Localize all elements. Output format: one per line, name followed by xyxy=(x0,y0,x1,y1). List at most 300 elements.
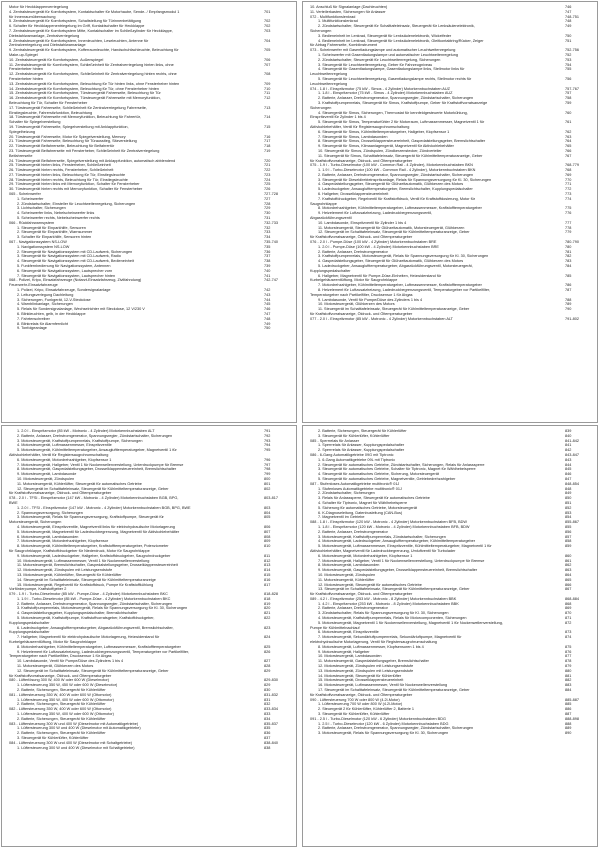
toc-entry-title: Leuchtweitenregelung xyxy=(310,81,348,86)
toc-entry-page-number: 836 xyxy=(264,731,271,736)
toc-entry-title: 2. Batterie, Sicherungen, Steuergerät für Kühlerlüfter xyxy=(17,716,106,721)
toc-entry-title: 12. Zentralsteuergerät für Komfortsystem, Schließeinheit für Zentralverriegelung hinten rechts, ohne xyxy=(9,72,177,77)
toc-entry-page-number: 826 xyxy=(264,649,271,654)
toc-entry-title: 7. Steuergerät für Navigationssystem, Lautsprecher hinten xyxy=(17,273,116,278)
toc-entry-title: 1. 1.8 l - Einspritzmotor (120 kW - Motronic - 4 Zylinder) Motorkennbuchstaben BFB, BDW xyxy=(318,524,470,529)
toc-entry-page-number: 782 xyxy=(565,254,572,259)
toc-entry-title: Feuerwehr-Einsatzfahrzeuge xyxy=(9,283,58,288)
toc-entry-title: 087 - Stufenloses Automatikgetriebe multitronic® 01J xyxy=(310,481,400,486)
toc-entry-page-number: 868-884 xyxy=(565,596,579,601)
toc-entry-title: 1. Multifunktionslenkrad xyxy=(318,19,358,24)
toc-entry-page-number: 770 xyxy=(565,177,572,182)
toc-entry-page-number: 742-747 xyxy=(264,278,278,283)
toc-entry-page-number: 756 xyxy=(565,76,572,81)
toc-entry-title: 14. Steuergerät im Schalttafeleinsatz, Steuergerät für Kühlmitteltemperaturanzeige xyxy=(17,577,156,582)
toc-entry-title: 4. Schalter für Tiptronic, Magnet für Wählhebelsperre xyxy=(318,500,408,505)
toc-entry-title: 065 - Scheinwerfer xyxy=(9,192,41,197)
toc-entry-title: für Kraftstoffvorratsanzeige, Öldruck- und Öltemperaturgeber xyxy=(9,673,112,678)
toc-entry-title: 8. Motorsteuergerät, Kühlmitteltemperaturgeber, Kraftstofftemperaturgeber, Potenziometer xyxy=(17,544,169,549)
toc-entry-title: 10. Motorsteuergerät, Zündspulen xyxy=(318,572,376,577)
toc-entry-page-number: 843 xyxy=(565,457,572,462)
toc-entry-page-number: 854 xyxy=(565,515,572,520)
toc-entry-title: 7. Motorsteuergerät, Hallgeber, Ventil 1 für Nockenwellenverstellung, Unterdruckpumpe für Bremse xyxy=(17,462,184,467)
toc-entry-page-number: 802 xyxy=(264,486,271,491)
toc-entry-page-number: 874 xyxy=(565,635,572,640)
toc-entry-page-number: 747 xyxy=(565,9,572,14)
toc-entry-title: Leuchtweitenregelung xyxy=(310,72,348,77)
toc-entry-title: 082 - Lüftersteuerung 350 W, 400 W oder 600 W (Ottomotor) xyxy=(9,707,112,712)
toc-entry-page-number: 702 xyxy=(264,24,271,29)
toc-entry-title: elektrohydraulische Motorlagerung, Ventil für Registersaugrohrumschaltung xyxy=(310,640,437,645)
toc-entry-page-number: 820 xyxy=(264,606,271,611)
toc-entry-page-number: 752 xyxy=(565,52,572,57)
toc-entry-page-number: 771 xyxy=(565,182,572,187)
toc-entry-page-number: 744 xyxy=(264,297,271,302)
toc-entry-page-number: 816 xyxy=(264,577,271,582)
toc-entry-title: Spiegelheizung xyxy=(9,129,35,134)
toc-entry-page-number: 714 xyxy=(264,115,271,120)
toc-entry-title: 074 - 1.8 l - Einspritzmotor (75 kW - Simos - 4 Zylinder) Motorkennbuchstaben AUZ xyxy=(310,86,450,91)
toc-entry-title: 1. 1.9 l - Turbo-Dieselmotor (85 kW - Pumpe-Düse - 4 Zylinder) Motorkennbuchstaben BKC xyxy=(17,596,171,601)
toc-entry-title: 2. Steuergerät 2 für Kühlerlüfter, Kühlerlüfter 2, Batterie 1 xyxy=(318,707,415,712)
toc-entry-title: 12. Motorsteuergerät, Zündspulen mit Leistungsendstufe xyxy=(17,568,113,573)
toc-entry-page-number: 781 xyxy=(565,249,572,254)
toc-entry-title: 2. Batterie, Anlasser, Drehstromgenerator, Spannungsregler, Zündstartschalter, Sicherungen xyxy=(318,172,474,177)
toc-entry-page-number: 862 xyxy=(565,563,572,568)
toc-entry-title: 19. Türsteuergerät Fahrerseite, Spiegelverstellung mit Anklappfunktion, xyxy=(9,124,129,129)
toc-entry-title: 10. Motorsteuergerät, Lambdasonden xyxy=(318,654,382,659)
toc-entry-page-number: 777 xyxy=(565,220,572,225)
toc-entry-page-number: 883 xyxy=(565,683,572,688)
toc-entry-title: 27. Türsteuergerät hinten links, Beleuchtung für Tür, Einstiegsleuchte xyxy=(9,172,126,177)
toc-entry-page-number: 867 xyxy=(565,587,572,592)
toc-entry-title: 2. Steuergerät für Einparkhilfe, Warnsummer xyxy=(17,230,93,235)
toc-entry-title: 7. Motorsteuergerät, Hallgeber, Ventil 1 für Nockenwellenverstellung, Unterdruckpumpe für Bremse xyxy=(318,558,485,563)
toc-entry-title: 2. Spannungsversorgung, Sicherungen xyxy=(17,510,83,515)
toc-entry-page-number: 814 xyxy=(264,568,271,573)
toc-entry-page-number: 789 xyxy=(565,302,572,307)
toc-entry-page-number: 737 xyxy=(264,254,271,259)
toc-entry-title: 12. Steuergerät im Schalttafeleinsatz, Steuergerät für Kühlmitteltemperaturanzeige, Geber xyxy=(318,230,470,235)
toc-entry-page-number: 798 xyxy=(264,467,271,472)
toc-entry-page-number: 858 xyxy=(565,539,572,544)
toc-entry-title: Kurbelgehäuseentlüftung, Motor für Saugrohrklappe xyxy=(310,278,398,283)
toc-entry-title: 28. Türsteuergerät hinten rechts, Beleuchtung für Tür, Einstiegsleuchte xyxy=(9,177,128,182)
toc-entry xyxy=(310,317,591,322)
toc-entry-title: 8. Motordrehzahlgeber, Kühlmitteltemperaturgeber, Luftmassenmesser, Kraftstofftemperaturgeber xyxy=(17,644,181,649)
toc-entry-page-number: 817 xyxy=(264,582,271,587)
toc-entry-page-number: 887 xyxy=(565,712,572,717)
toc-entry-page-number: 739 xyxy=(264,264,271,269)
toc-entry-page-number: 722 xyxy=(264,168,271,173)
toc-entry-title: 1. Lüftersteuerung 300 W und 400 W (Dieselmotor mit Automatikgetriebe) xyxy=(17,726,141,731)
toc-entry-title: 6. Steuergerät für Navigationssystem, Lautsprecher vorn xyxy=(17,268,113,273)
toc-entry-title: 9. Steuergerät für Simos, Klimaanlagengerät, Magnetventil für Aktivkohlebehälter xyxy=(318,144,454,149)
toc-entry-title: 3. Steuergerät für Dieseldirekteinspritzanlage, Relais für Spannungsversorgung für Kl. 30, Sicherungen xyxy=(318,177,492,182)
toc-entry-title: 23. Türsteuergerät Beifahrerseite mit Fensterheber, Schließeinheit für Zentralverriegelung xyxy=(9,148,160,153)
toc-entry-page-number: 713 xyxy=(264,105,271,110)
toc-entry-page-number: 738 xyxy=(264,259,271,264)
toc-entry-title: 11. Motorsteuergerät, Glühkerzen des Motors xyxy=(17,664,94,669)
toc-entry-page-number: 778 xyxy=(565,225,572,230)
toc-entry-title: Motorsteuergerät, Sicherungen xyxy=(9,520,62,525)
toc-entry-title: 085 - Sperrrelais für Anlasser xyxy=(310,438,360,443)
toc-entry-page-number: 850 xyxy=(565,496,572,501)
toc-entry-title: Kupplungspedalschalter xyxy=(310,268,351,273)
toc-entry-title: 6. K-Diagnoseleitung, Datenbusleitung (CAN-Bus) xyxy=(318,510,403,515)
toc-entry-title: 5. Ladedruckgeber, Ansauglufttemperaturgeber, Bremslichtschalter, Kupplungspedalschalter xyxy=(318,187,473,192)
toc-entry-title: 7. Motorsteuergerät, Motordrehzahlgeber, Klopfsensor xyxy=(17,539,109,544)
toc-entry-title: 6. Hallgeber, Magnetventil für Pumpe-Düse-Einheiten, Heizwiderstand für xyxy=(318,273,442,278)
toc-entry-title: Aktivkohlebehälter, Ventil für Registersaugrohrumschaltung xyxy=(9,452,109,457)
toc-entry-page-number: 848 xyxy=(565,486,572,491)
toc-entry-page-number: 785 xyxy=(565,273,572,278)
toc-entry-title: 3. Kraftstoffpumpenrelais, Motorsteuergerät, Relais für Spannungsversorgung für Kl. 30, Sicherungen xyxy=(318,254,489,259)
toc-entry-title: für Kraftstoffvorratsanzeige, Öldruck- und Öltemperaturgeber xyxy=(310,592,413,597)
toc-entry-title: 11. Motorsteuergerät, Kühlerlüfter xyxy=(318,577,375,582)
toc-entry-title: 2. Batterie, Sicherungen, Steuergerät für Kühlerlüfter xyxy=(318,429,407,433)
toc-entry-page-number: 708 xyxy=(264,72,271,77)
toc-entry-title: 9. Motorsteuergerät, Ladedruckgeber, Hallgeber, Kraftstoffdruckgeber, Saugrohrdruckgeber xyxy=(17,553,171,558)
toc-entry-page-number: 844 xyxy=(565,462,572,467)
toc-entry-title: Make-up-Spiegel xyxy=(9,52,38,57)
toc-entry-title: 5. Motorsteuergerät, Magnetventil für Ladedruckbegrenzung, Magnetventil für Aktivkohlebehälter xyxy=(17,529,180,534)
toc-entry-title: 2. Leitungsverlegung Dachleitung xyxy=(17,292,74,297)
toc-entry-page-number: 808 xyxy=(264,534,271,539)
toc-entry-page-number: 780 xyxy=(565,244,572,249)
toc-entry-page-number: 734 xyxy=(264,235,271,240)
toc-entry-title: 13. Motorsteuergerät, Kühlerlüfter, Steuergerät für Kühlerlüfter xyxy=(17,572,122,577)
toc-entry-page-number: 788 xyxy=(565,297,572,302)
toc-entry-page-number: 748-751 xyxy=(565,14,579,19)
toc-entry-page-number: 841-842 xyxy=(565,438,579,443)
toc-entry-title: 6. Ladedruckgeber, Ansauglufttemperaturgeber, Abgasrückführungsventil, Bremslichtschalter, xyxy=(17,625,174,630)
toc-entry-title: 6. Hallgeber, Drosselklappensteuereinheit xyxy=(318,192,389,197)
toc-entry-title: für Kraftstoffvorratsanzeige, Öldruck- und Öltemperaturgeber xyxy=(310,235,413,240)
toc-entry-title: für Airbag Fahrerseite, Kombiinstrument xyxy=(310,43,378,48)
toc-entry-page-number: 890 xyxy=(565,731,572,736)
toc-entry-title: 3. Relais für Anlasssperre, Steuergerät für automatisches Getriebe xyxy=(318,496,430,501)
toc-entry-page-number: 823 xyxy=(264,625,271,630)
toc-entry-title: 13. Zentralsteuergerät für Komfortsystem, Beleuchtung für Tür hinten links, ohne Fensterheber hinten xyxy=(9,81,180,86)
toc-entry-page-number: 835-837 xyxy=(264,721,278,726)
toc-entry-page-number: 703 xyxy=(264,28,271,33)
toc-entry-page-number: 779 xyxy=(565,230,572,235)
toc-entry-title: 10. Lambdasonde, Einspritzventil für Zylinder 1 bis 4 xyxy=(318,220,407,225)
toc-entry-page-number: 766 xyxy=(565,148,572,153)
toc-entry-title: 3. Sicherungen, Funkgerät, 12-V-Steckdose xyxy=(17,297,91,302)
toc-entry-title: 20. Türsteuergerät Fahrerseite, Motor für Spiegelverstellung, Memory xyxy=(9,134,126,139)
document-page-1 xyxy=(1,1,297,423)
toc-entry-page-number: 727-728 xyxy=(264,192,278,197)
toc-entry-title: 7. Magnetventil im Getriebe xyxy=(318,515,365,520)
toc-entry-title: 3. Steuergerät für Kühlerlüfter, Kühlerlüfter xyxy=(318,433,390,438)
toc-entry-title: 15. Zentralsteuergerät für Komfortsystem, Türsteuergerät Fahrerseite, Beleuchtung für Tür xyxy=(9,91,161,96)
toc-entry-title: 1. 2.5 l - Turbo-Dieselmotor (120 kW - 6 Zylinder) Motorkennbuchstaben BDG xyxy=(318,721,449,726)
toc-entry-title: 5. Ladedruckgeber, Ansauglufttemperaturgeber, Abgasrückführungsventil, Motorsteuergerät, xyxy=(318,264,473,269)
toc-entry-page-number: 822 xyxy=(264,616,271,621)
toc-entry-page-number: 757 xyxy=(565,91,572,96)
toc-entry-page-number: 842 xyxy=(565,448,572,453)
toc-entry-title: 5. Steuergerät für Leuchtweitenregelung, Gasentladungslampe rechts, Stellmotor rechts für xyxy=(318,76,472,81)
toc-entry-title: 4. Gaspedalstellungsgeber, Steuergerät für Glühzeitautomatik, Glühkerzen des Motors xyxy=(318,182,464,187)
toc-entry-title: 2. Sperrrelais für Anlasser, Kupplungspedalschalter xyxy=(318,448,405,453)
toc-entry-page-number: 838-840 xyxy=(264,740,278,745)
toc-entry-title: 5. Zentralsteuergerät für Komfortsystem, Schaltstellung für Türinnenbetätigung xyxy=(9,19,142,24)
toc-entry-page-number: 702 xyxy=(264,19,271,24)
toc-entry-page-number: 721 xyxy=(264,163,271,168)
toc-entry-title: BWE xyxy=(9,500,18,505)
toc-entry-page-number: 712 xyxy=(264,96,271,101)
toc-entry-page-number: 876 xyxy=(565,649,572,654)
document-page-4 xyxy=(302,425,598,847)
toc-entry-title: 14. Motorsteuergerät, Steuergerät für Kühlerlüfter xyxy=(318,673,402,678)
toc-entry-title: 1. Navigationssystem NS-LOW xyxy=(17,244,70,249)
toc-entry-page-number: 831 xyxy=(264,697,271,702)
toc-entry-title: 15. Motorsteuergerät, Regelventil für Kraftstoffdruck, Pumpe für Kraftstoffkühlung xyxy=(17,582,154,587)
toc-entry-page-number: 869 xyxy=(565,606,572,611)
toc-entry-title: 9. Tonfolgeanlage xyxy=(17,326,47,331)
toc-entry-title: Zentralverriegelung und Diebstahlwarnanlage xyxy=(9,43,86,48)
toc-entry-page-number: 776 xyxy=(565,211,572,216)
toc-entry-title: Kupplungspedalschalter xyxy=(9,630,50,635)
toc-entry-title: für Saugrohrklappe, Kraftstoffdruckgeber für Niederdruck, Motor für Saugrohrklappe xyxy=(9,548,150,553)
toc-entry-title: 17. Steuergerät im Schalttafeleinsatz, Steuergerät für Kühlmitteltemperaturanzeige, Geber xyxy=(318,688,470,693)
toc-entry-page-number: 838 xyxy=(264,745,271,750)
toc-entry-page-number: 870 xyxy=(565,611,572,616)
toc-entry-title: 8. Motorsteuergerät, Lambdasonden xyxy=(318,563,380,568)
toc-entry-page-number: 882 xyxy=(565,678,572,683)
toc-entry-page-number: 872 xyxy=(565,620,572,625)
toc-entry-page-number: 888-898 xyxy=(565,716,579,721)
toc-entry-title: 072 - Multifunktionslenkrad xyxy=(310,14,356,19)
toc-entry-title: 7. Hallgeber, Magnetventil für elektrohydraulische Motorlagerung, Heizwiderstand für xyxy=(17,635,160,640)
toc-entry-title: 080 - Lüfterlösung 300 W, 400 W oder 600 W (Dieselmotor) xyxy=(9,678,110,683)
toc-entry-title: für Kraftstoffvorratsanzeige, Öldruck- und Öltemperaturgeber xyxy=(310,692,413,697)
toc-entry-title: 10. Motorsteuergerät, Luftmassenmesser, Ventil 1 für Nockenwellenverstellung xyxy=(17,558,150,563)
toc-entry-page-number: 827 xyxy=(264,659,271,664)
toc-entry-title: 13. Motorsteuergerät, Zündspulen mit Leistungsendstufe xyxy=(318,668,414,673)
toc-entry-title: 12. Motorsteuergerät, Steuergerät für automatisches Getriebe xyxy=(318,582,422,587)
toc-entry-title: 076 - 2.0 l - Pumpe-Düse (100 kW - 4 Zylinder) Motorkennbuchstaben BRE xyxy=(310,240,437,245)
toc-entry-title: 8. Heizelement für Luftzusatzheizung, Ladedruckbegrenzungsventil, Temperaturgeber vor Partikelfilter, xyxy=(318,288,491,293)
toc-entry-title: 6. Blinkleuchten, gelb, in der Heckklappe xyxy=(17,312,86,316)
toc-entry-title: 18. Türsteuergerät Fahrerseite mit Memoryfunktion, Beleuchtung für Fahrertür, xyxy=(9,115,141,120)
toc-entry-title: 9. Heizelement für Luftzusatzheizung, Ladedruckbegrenzungsventil, xyxy=(318,211,433,216)
document-page-2 xyxy=(302,1,598,423)
toc-entry-title: 2. Batterie, Anlasser, Drehstromgenerator xyxy=(318,249,388,254)
toc-entry-title: 6. Steuergerät für Simos, Kühlmitteltemperaturgeber, Hallgeber, Klopfsensor 1 xyxy=(318,129,450,134)
toc-entry-page-number: 846 xyxy=(565,472,572,477)
toc-entry-title: für Innenraumüberwachung xyxy=(9,14,56,19)
toc-entry-title: 4. Motorsteuergerät, Ladedruckgeber, Ansauglufttemperaturgeber, Kühlmitteltemperaturgeber xyxy=(318,539,476,544)
toc-entry-page-number: 793 xyxy=(264,438,271,443)
toc-entry-page-number: 885-887 xyxy=(565,697,579,702)
toc-entry-title: 5. Steuergerät für Simos, Temperaturfühler 2 für Motorraum, Luftmassenmesser, Magnetventil 1 für xyxy=(318,120,485,125)
toc-entry-title: 1. 4.2 l - Einspritzmotor (253 kW - Motronic - 8 Zylinder) Motorkennbuchstaben BBK xyxy=(318,601,459,606)
toc-entry-page-number: 765 xyxy=(565,144,572,149)
toc-entry-page-number: 729 xyxy=(264,206,271,211)
toc-entry-page-number: 857 xyxy=(565,534,572,539)
toc-entry-page-number: 715 xyxy=(264,124,271,129)
toc-entry-title: 4. Zentralsteuergerät für Komfortsystem, Kontaktschalter für Motorhaube, Sende- / Empfangsmodul 1 xyxy=(9,9,180,14)
toc-entry-title: 9. Lambdasonde, Ventil für Pumpe/Düse des Zylinders 1 bis 4 xyxy=(318,297,423,302)
toc-entry-page-number: 755 xyxy=(565,67,572,72)
toc-entry-page-number: 829 xyxy=(264,683,271,688)
toc-entry-page-number: 762 xyxy=(565,129,572,134)
toc-entry-title: 6. Schalter für Heckklappenentriegelung im Griff, Kontaktschalter für Heckklappe xyxy=(9,24,145,29)
toc-entry-page-number: 728 xyxy=(264,201,271,206)
toc-entry-title: 2. Batterie, Sicherungen, Steuergerät für Kühlerlüfter xyxy=(17,731,106,736)
toc-entry-title: Einstiegsleuchte, Fahrersitzfunktion, Beleuchtung xyxy=(9,110,93,115)
toc-entry-page-number: 848-854 xyxy=(565,481,579,486)
toc-entry-page-number: 813 xyxy=(264,563,271,568)
toc-entry-title: 12. Motorsteuergerät, Zündspulen mit Leistungsendstufe xyxy=(318,664,414,669)
toc-entry-title: 3. Steuergerät für automatisches Getriebe, Schalter für Tiptronic, Magnet für Wählhebelsperre xyxy=(318,467,476,472)
toc-entry-title: 3. Steuergerät für Leuchtweitenregelung, Geber für Fahrzeugniveau xyxy=(318,62,433,67)
toc-entry-page-number: 812 xyxy=(264,558,271,563)
toc-entry-page-number: 716 xyxy=(264,134,271,139)
toc-entry-title: Pumpe für Kühlmittelnachlauf xyxy=(310,625,360,630)
toc-entry-title: 5. Funkfernbedienung für Navigationssystem, Antennen xyxy=(17,264,111,269)
toc-entry-page-number: 860 xyxy=(565,553,572,558)
toc-entry-title: 2. Batterie, Sicherungen, Steuergerät für Kühlerlüfter xyxy=(17,688,106,693)
toc-entry-page-number: 757-767 xyxy=(565,86,579,91)
toc-entry-title: 4. Steuergerät für Simos, Sicherungen, Thermostat für kennfeldgesteuerte Motorkühlung, xyxy=(318,110,468,115)
toc-entry-title: 067 - Navigationssystem NS-LOW xyxy=(9,240,67,245)
toc-entry-title: 21. Türsteuergerät Fahrerseite, Beleuchtung für Türausstieg, Sitzverstellung xyxy=(9,139,137,144)
toc-entry-page-number: 871 xyxy=(565,616,572,621)
toc-entry-title: Aktivkohlebehälter, Magnetventil für Ladedruckbegrenzung, Umluftventil für Turbolader xyxy=(310,548,456,553)
toc-entry-title: 066 - Rückfahrwarnsystem xyxy=(9,220,55,225)
toc-entry-title: Vorförderpumpe, Kraftstoffgeber 2 xyxy=(9,587,67,592)
document-page-3 xyxy=(1,425,297,847)
toc-entry-title: 5. Motorsteuergerät, Kühlmitteltemperaturgeber, Ansauglufttemperaturgeber, Magnetventil 1 für xyxy=(17,448,177,453)
toc-entry-title: 3. Kraftstoffpumpenrelais, Steuergerät für Simos, Kraftstoffpumpe, Geber für Kraftstoffvorratsanzeige xyxy=(318,100,488,105)
toc-entry-page-number: 833 xyxy=(264,712,271,717)
toc-entry-title: 8. Steuergerät für Simos, Drosselklappensteuereinheit, Gaspedalstellungsgeber, Bremslichtschalter xyxy=(318,139,486,144)
toc-entry-title: 084 - Lüftersteuerung 300 W und 400 W (Dieselmotor mit Schaltgetriebe) xyxy=(9,740,133,745)
toc-entry-title: Temperaturgeber nach Partikelfilter, Drucksensor 1 für Abgas xyxy=(310,292,413,297)
toc-entry-title: Saugrohrklappe xyxy=(310,201,337,206)
toc-entry-page-number: 855 xyxy=(565,524,572,529)
toc-entry-page-number: 792 xyxy=(264,433,271,438)
toc-entry-page-number: 852 xyxy=(565,505,572,510)
toc-entry-page-number: 885 xyxy=(565,702,572,707)
toc-entry-title: 4. Gaspedalstellungsgeber, Steuergerät für Glühzeitautomatik, Glühkerzen des Motors xyxy=(318,259,464,264)
toc-entry-title: 8. Motorsteuergerät, Luftmassenmesser, Klopfsensoren 1 bis 4 xyxy=(318,644,424,649)
toc-entry-page-number: 797 xyxy=(264,462,271,467)
toc-entry-page-number: 726 xyxy=(264,187,271,192)
toc-entry-page-number: 701 xyxy=(264,9,271,14)
toc-entry-page-number: 849 xyxy=(565,491,572,496)
toc-entry-title: Kurbelgehäuseentlüftung, Motor für Saugrohrklappe xyxy=(9,640,97,645)
toc-entry-title: 4. Warnblinkanlage, Sicherungen xyxy=(17,302,73,307)
toc-entry-page-number: 769 xyxy=(565,172,572,177)
toc-entry-page-number: 711 xyxy=(264,91,271,96)
toc-entry-page-number: 868 xyxy=(565,601,572,606)
toc-entry-page-number: 790 xyxy=(565,307,572,312)
toc-entry-page-number: 803-817 xyxy=(264,496,278,501)
toc-entry-page-number: 707 xyxy=(264,62,271,67)
toc-entry-page-number: 745 xyxy=(264,302,271,307)
toc-entry-title: 3. Lichtschalter, Sicherungen xyxy=(17,206,66,211)
toc-entry-title: 7. Motordrehzahlgeber, Kühlmitteltemperaturgeber, Luftmassenmesser, Kraftstofftemperaturgeber xyxy=(318,283,482,288)
toc-entry-title: 12. Steuergerät im Schalttafeleinsatz, Steuergerät für Kühlmitteltemperaturanzeige, Geber xyxy=(17,668,169,673)
toc-entry-page-number: 786 xyxy=(565,283,572,288)
toc-entry-page-number: 736 xyxy=(264,249,271,254)
toc-entry-page-number: 723 xyxy=(264,172,271,177)
toc-entry-title: Einspritzventil für Zylinder 1 bis 4 xyxy=(310,115,366,120)
toc-entry-title: 10. Motorsteuergerät, Zündspulen xyxy=(17,476,75,481)
toc-entry-title: 3. Schalter für Einparkhilfe, Sensoren hinten xyxy=(17,235,92,240)
toc-entry-title: 11. Motorsteuergerät, Gaspedalstellungsgeber, Bremslichtschalter xyxy=(318,659,429,664)
toc-entry-page-number: 746 xyxy=(264,307,271,312)
toc-entry-title: 9. Motorsteuergerät, Lambdasonde xyxy=(17,472,77,477)
toc-entry-title: 079 - 1.9 l - Turbo-Dieselmotor (85 kW - Pumpe-Düse - 4 Zylinder) Motorkennbuchstaben BKC xyxy=(9,592,168,597)
toc-entry-page-number: 760 xyxy=(565,110,572,115)
toc-entry-page-number: 818-828 xyxy=(264,592,278,597)
toc-entry-title: 1. 2.0 l - Einspritzmotor (85 kW - Motronic - 4 Zylinder) Motorkennbuchstaben ALT xyxy=(17,429,155,433)
toc-entry-title: 2. Zündstartschalter, Steuergerät für Schalttafeleinsatz, Steuergerät für Lenksäulenelektronik, xyxy=(318,24,475,29)
toc-entry-page-number: 843-847 xyxy=(565,452,579,457)
toc-entry-page-number: 787 xyxy=(565,288,572,293)
toc-entry-page-number: 768-779 xyxy=(565,163,579,168)
toc-entry-page-number: 732-733 xyxy=(264,220,278,225)
toc-entry-title: 12. Steuergerät im Schalttafeleinsatz, Steuergerät für Kühlmitteltemperaturanzeige, Geber xyxy=(17,486,169,491)
toc-entry-page-number: 775 xyxy=(565,206,572,211)
toc-entry-page-number: 856 xyxy=(565,529,572,534)
toc-entry-title: 16. Motorsteuergerät, Luftmassenmesser, Ventil für Nockenwellenverstellung xyxy=(318,683,448,688)
toc-entry-page-number: 847 xyxy=(565,476,572,481)
toc-entry-page-number: 886 xyxy=(565,707,572,712)
toc-entry-page-number: 725 xyxy=(264,182,271,187)
toc-entry-page-number: 743 xyxy=(264,292,271,297)
toc-entry-page-number: 799 xyxy=(264,472,271,477)
toc-entry xyxy=(9,326,290,331)
toc-entry-title: 2. Batterie, Sicherungen, Steuergerät für Kühlerlüfter xyxy=(17,702,106,707)
toc-entry-title: 4. Motorsteuergerät, Einspritzventile, Magnetventil links für elektrohydraulische Motorlagerung xyxy=(17,524,175,529)
toc-entry-title: 089 - 4.2 l - Einspritzmotor (253 kW - Motronic - 8 Zylinder) Motorkennbuchstaben BBK xyxy=(310,596,457,601)
toc-entry-title: 1. Lüftersteuerung 350 W, 450 W oder 600 W (Dieselmotor) xyxy=(17,683,118,688)
toc-entry-title: 1. Stufenloses Automatikgetriebe multitronic® 01J xyxy=(318,486,402,491)
toc-entry-page-number: 824 xyxy=(264,635,271,640)
toc-entry-title: 2. Zündstartschalter, Steuergerät für Leuchtweitenregelung, Sicherungen xyxy=(318,57,441,62)
toc-entry-title: 2. Steuergerät für Navigationssystem mit CD-Laufwerk, Sicherungen xyxy=(17,249,133,254)
toc-entry-page-number: 746 xyxy=(565,5,572,9)
toc-entry-title: 6. Motorsteuergerät, Lambdasonden xyxy=(17,534,79,539)
toc-entry-title: 9. Zentralsteuergerät für Komfortsystem, Kofferraumleuchte, Handschuhfachleuchte, Beleuchtung für xyxy=(9,48,179,53)
toc-entry-title: 7. Zentralsteuergerät für Komfortsystem Mitte, Kontaktschalter im Schließzylinder für Heckklappe, xyxy=(9,28,173,33)
toc-entry-title: 6. Motorsteuergerät, Motordrehzahlgeber, Klopfsensor 1 xyxy=(318,553,413,558)
toc-entry-page-number: 735-740 xyxy=(264,240,278,245)
toc-entry-page-number: 710 xyxy=(264,86,271,91)
toc-entry-title: 3. Motorsteuergerät, Relais für Spannungsversorgung für Kl. 30, Sicherungen xyxy=(318,731,449,736)
toc-entry-title: 11. Motorsteuergerät, Steuergerät für Glühzeitautomatik, Motorsteuergerät, Glühkerzen xyxy=(318,225,465,230)
toc-entry-page-number: 774 xyxy=(565,196,572,201)
toc-entry-title: 29. Türsteuergerät hinten links mit Memoryfunktion, Schalter für Fensterheber xyxy=(9,182,140,187)
toc-entry-title: für Kraftstoffvorratsanzeige, Öldruck- und Öltemperaturgeber xyxy=(310,312,413,316)
toc-entry-page-number: 829-830 xyxy=(264,678,278,683)
toc-entry-title: 25. Türsteuergerät hinten links, Fensterheber, Schließeinheit xyxy=(9,163,111,168)
toc-entry-title: Motor für Heckklappenverriegelung xyxy=(9,5,69,9)
toc-entry-page-number: 794 xyxy=(264,443,271,448)
toc-entry-page-number: 773 xyxy=(565,192,572,197)
toc-entry-title: Fensterheber hinten xyxy=(9,76,43,81)
toc-entry-page-number: 730 xyxy=(264,211,271,216)
toc-entry-page-number: 828 xyxy=(264,664,271,669)
toc-entry-page-number: 889 xyxy=(565,726,572,731)
